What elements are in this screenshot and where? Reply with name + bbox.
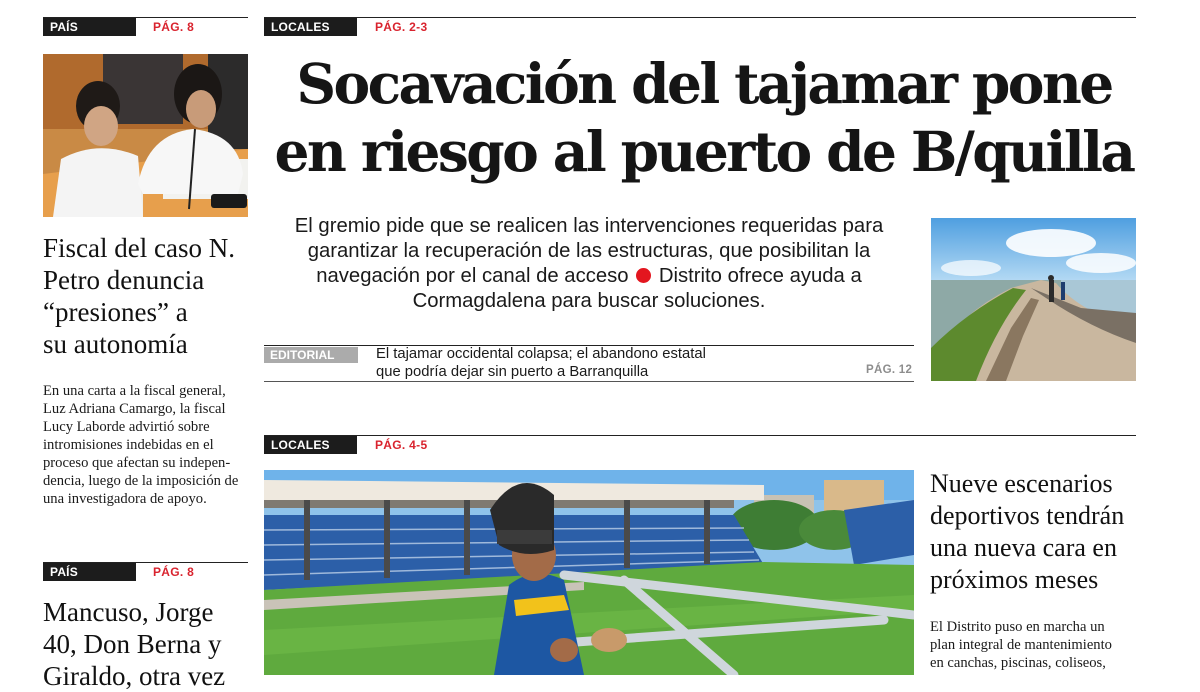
deck-text: El gremio pide que se realicen las intervenciones requeridas para garantizar la recuperación de las estructuras, que posibilitan la navegación por el canal de acceso (294, 215, 884, 287)
bullet-dot-icon (636, 268, 651, 283)
section-tag: LOCALES (264, 436, 357, 454)
page-reference: PÁG. 8 (153, 565, 195, 579)
main-deck (266, 214, 912, 314)
editorial-line: El tajamar occidental colapsa; el abandono estatal (376, 346, 706, 362)
hearing-photo (43, 54, 248, 217)
editorial-page-reference: PÁG. 12 (866, 364, 913, 376)
headline-line: próximos meses (930, 565, 1099, 594)
headline-line: una nueva cara en (930, 533, 1117, 562)
body-line: dencia, luego de la imposición de (43, 473, 239, 489)
left-story-2-headline[interactable] (43, 596, 253, 692)
section-tag: PAÍS (43, 563, 136, 581)
body-line: En una carta a la fiscal general, (43, 383, 226, 399)
headline-line: Giraldo, otra vez (43, 661, 226, 691)
headline-line: deportivos tendrán (930, 501, 1125, 530)
body-line: una investigadora de apoyo. (43, 491, 207, 507)
breakwater-photo (931, 218, 1136, 381)
body-line: proceso que afectan su indepen- (43, 455, 231, 471)
editorial-rule (264, 381, 914, 382)
body-line: intromisiones indebidas en el (43, 437, 214, 453)
headline-line: Fiscal del caso N. (43, 233, 235, 263)
headline-line: Nueve escenarios (930, 469, 1113, 498)
headline-line: en riesgo al puerto de B/quilla (274, 119, 1134, 184)
page-reference: PÁG. 8 (153, 20, 195, 34)
headline-line: Socavación del tajamar pone (296, 51, 1112, 116)
section-tag: LOCALES (264, 18, 357, 36)
main-headline[interactable] (264, 50, 1144, 186)
page-reference: PÁG. 4-5 (375, 438, 428, 452)
body-line: Lucy Laborde advirtió sobre (43, 419, 210, 435)
body-line: Luz Adriana Camargo, la fiscal (43, 401, 226, 417)
page-reference: PÁG. 2-3 (375, 20, 428, 34)
right-story-body (930, 618, 1145, 672)
headline-line: Mancuso, Jorge (43, 597, 214, 627)
right-story-headline[interactable] (930, 468, 1145, 596)
headline-line: 40, Don Berna y (43, 629, 222, 659)
stadium-worker-photo (264, 470, 914, 675)
headline-line: Petro denuncia (43, 265, 205, 295)
body-line: plan integral de mantenimiento (930, 637, 1112, 653)
body-line: en canchas, piscinas, coliseos, (930, 655, 1106, 671)
editorial-tag: EDITORIAL (264, 347, 358, 363)
section-tag: PAÍS (43, 18, 136, 36)
headline-line: su autonomía (43, 329, 188, 359)
deck-text: Distrito ofrece ayuda a Cormagdalena para buscar soluciones. (412, 265, 862, 312)
editorial-line: que podría dejar sin puerto a Barranquilla (376, 364, 649, 380)
editorial-text[interactable] (376, 345, 796, 381)
headline-line: “presiones” a (43, 297, 188, 327)
left-story-1-headline[interactable] (43, 232, 253, 360)
left-story-1-body (43, 382, 253, 508)
body-line: El Distrito puso en marcha un (930, 619, 1105, 635)
